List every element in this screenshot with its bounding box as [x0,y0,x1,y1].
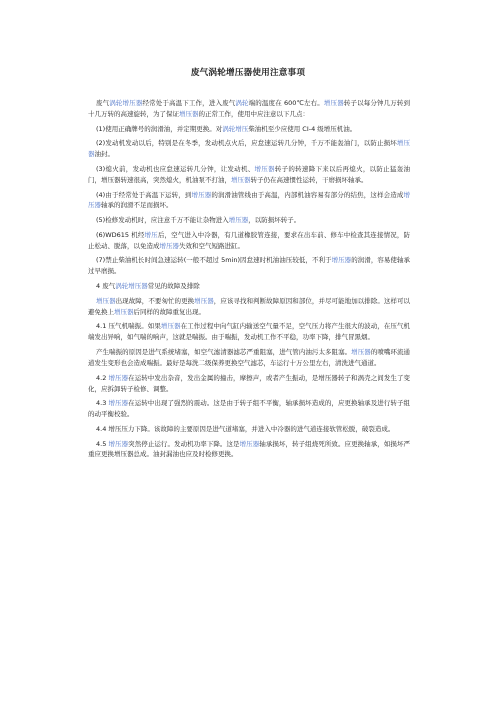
paragraph-text: 的润滑，容易使轴承过早磨损。 [88,256,411,276]
keyword-link[interactable]: 涡轮增压器 [109,99,143,107]
keyword-link[interactable]: 增压器 [323,99,344,107]
paragraph-text: (5)检修发动机时，应注意千万不能让杂物进入 [96,216,229,225]
paragraph-text: ，以防损坏转子。 [248,216,301,225]
keyword-link[interactable]: 增压器 [108,399,129,408]
paragraph [88,424,410,435]
paragraph [88,230,410,252]
document-title: 废气涡轮增压器使用注意事项 [190,68,306,78]
paragraph-text: 在运转中出现了强烈的震动。这是由于转子组不平衡，轴承损坏造成的，应更换轴承及进行转子组的动平衡校验。 [88,399,411,419]
keyword-link[interactable]: 增压器 [228,216,249,225]
paragraph-text: 4.5 [96,439,109,448]
keyword-link[interactable]: 增压器 [96,296,116,305]
paragraph-text: 在工作过程中向气缸内输送空气量不足，空气压力将产生很大的波动，在压气机端发出异响，如气喘的响声，这就是喘振。由于喘振，发动机工作不平稳，功率下降，排气冒黑烟。 [88,322,411,342]
paragraph-text: 柴油机至少应使用 CI-4 级增压机油。 [248,124,357,133]
paragraph [88,398,410,420]
document-body [88,98,410,464]
paragraph-text: (7)禁止柴油机长时间急速运转(一般不超过 5min)因怠速时机油油压较低，不利于 [96,256,332,265]
paragraph [88,321,410,343]
keyword-link[interactable]: 增压器 [114,307,134,316]
paragraph-text: 4 废气 [96,282,116,291]
paragraph-text: 突然停止运行。发动机功率下降。这是 [128,439,240,448]
paragraph [88,98,410,120]
paragraph-text: ，应该寻找和判断故障原因和部位，并尽可能地加以排除。这样可以避免换上 [88,296,411,316]
keyword-link[interactable]: 增压器 [191,190,212,199]
paragraph [88,373,410,395]
paragraph [88,138,410,160]
paragraph-text: 转子仍在高速惯性运转，干磨损坏轴承。 [250,175,368,184]
paragraph [88,296,410,318]
paragraph [88,215,410,226]
paragraph-text: 后同样的故障重复出现。 [133,307,205,316]
keyword-link[interactable]: 增压器 [194,296,214,305]
paragraph [88,439,410,461]
paragraph-text: 4.2 [96,373,109,382]
paragraph-text: 4.1 压气机喘振。如果 [96,322,161,331]
paragraph-text: 经常处于高温下工作，进入废气 [142,99,236,107]
paragraph [88,190,410,212]
keyword-link[interactable]: 增压器 [351,347,371,356]
paragraph-text: 的喷嘴环流通道发生变形也会造成喘振。最好是每洗二级保养更换空气滤芯，车运行十万公里左右，清洗进气通道。 [88,347,411,367]
keyword-link[interactable]: 增压器 [108,373,129,382]
paragraph [88,255,410,277]
paragraph-text: 转子的转速降下来以后再熄火，以防止猛轰油门，增压器转速很高，突然熄火，机油泵不打油， [88,164,410,184]
paragraph-text: 油封。 [94,150,114,159]
paragraph-text: (1)使用正确牌号的润滑油，并定期更换。对 [96,124,223,133]
keyword-link[interactable]: 增压 [144,230,158,239]
keyword-link[interactable]: 增压器 [331,256,352,265]
paragraph-text: 轴承损坏，转子组烧死所致。应更换轴承，如损坏严重应更换增压器总成。油封漏油也应及时检修更换。 [88,439,411,459]
paragraph-text: 的正常工作，使用中应注意以下几点： [198,109,309,118]
paragraph-text: (6)WD615 机经 [96,230,145,239]
keyword-link[interactable]: 增压器 [231,175,251,184]
paragraph-text: 4.3 [96,399,109,408]
paragraph-text: 在运转中发出杂音，发出金属的撞击，摩擦声，或者产生振动，是增压器转子和涡壳之间发生了变化，应拆卸转子检修、调整。 [88,373,411,393]
keyword-link[interactable]: 增压器 [254,164,275,173]
paragraph-text: 废气 [96,99,110,107]
paragraph-text: 轴承的润滑不足而损坏。 [101,201,173,210]
paragraph [88,281,410,292]
paragraph-text: 常见的故障及排除 [147,282,200,291]
paragraph-text: 产生喘振的原因是进气系统堵塞，如空气滤清器滤芯严重阻塞，进气管内油污太多阻塞。 [96,347,352,356]
paragraph-text: (4)由于经常处于高温下运转，到 [96,190,192,199]
keyword-link[interactable]: 增压器 [239,439,260,448]
paragraph-text: (2)发动机发动以后，特别是在冬季，发动机点火后，应怠速运转几分钟，千万不能轰油门，以防止损坏 [96,139,397,148]
keyword-link[interactable]: 涡轮增压 [222,124,249,133]
paragraph-text: 的润滑油管线由于高温，内部机油容易有部分的结焦，这样会造成 [211,190,404,199]
keyword-link[interactable]: 增压器 [160,322,181,331]
keyword-link[interactable]: 增压器 [159,241,179,250]
paragraph-text: 端的温度在 600℃左右。 [248,99,324,107]
paragraph-text: 失效和空气短路进缸。 [179,241,244,250]
paragraph-text: 4.4 增压压力下降。该故障的主要原因是进气道堵塞，并进入中冷器的进气道连接软管松脱，破裂造成。 [96,424,395,433]
paragraph-text: 后，空气进入中冷器，有几道橡胶管连接，要求在出车前、修车中检查其连接情况，防止松动、脱落，以免造成 [88,230,411,250]
paragraph [88,164,410,186]
keyword-link[interactable]: 涡轮增压器 [115,282,148,291]
keyword-link[interactable]: 增压器 [179,109,199,118]
paragraph-text: (3)熄火前，发动机也应怠速运转几分钟，让发动机、 [96,164,255,173]
keyword-link[interactable]: 增压器 [88,139,411,159]
paragraph-text: 转子以每分钟几万转到十几万转的高速旋转，为了保证 [88,99,411,118]
keyword-link[interactable]: 增压器 [88,190,411,210]
keyword-link[interactable]: 涡轮 [235,99,249,107]
keyword-link[interactable]: 增压器 [108,439,129,448]
paragraph [88,347,410,369]
paragraph-text: 出现故障，不要匆忙的更换 [115,296,195,305]
paragraph [88,124,410,135]
